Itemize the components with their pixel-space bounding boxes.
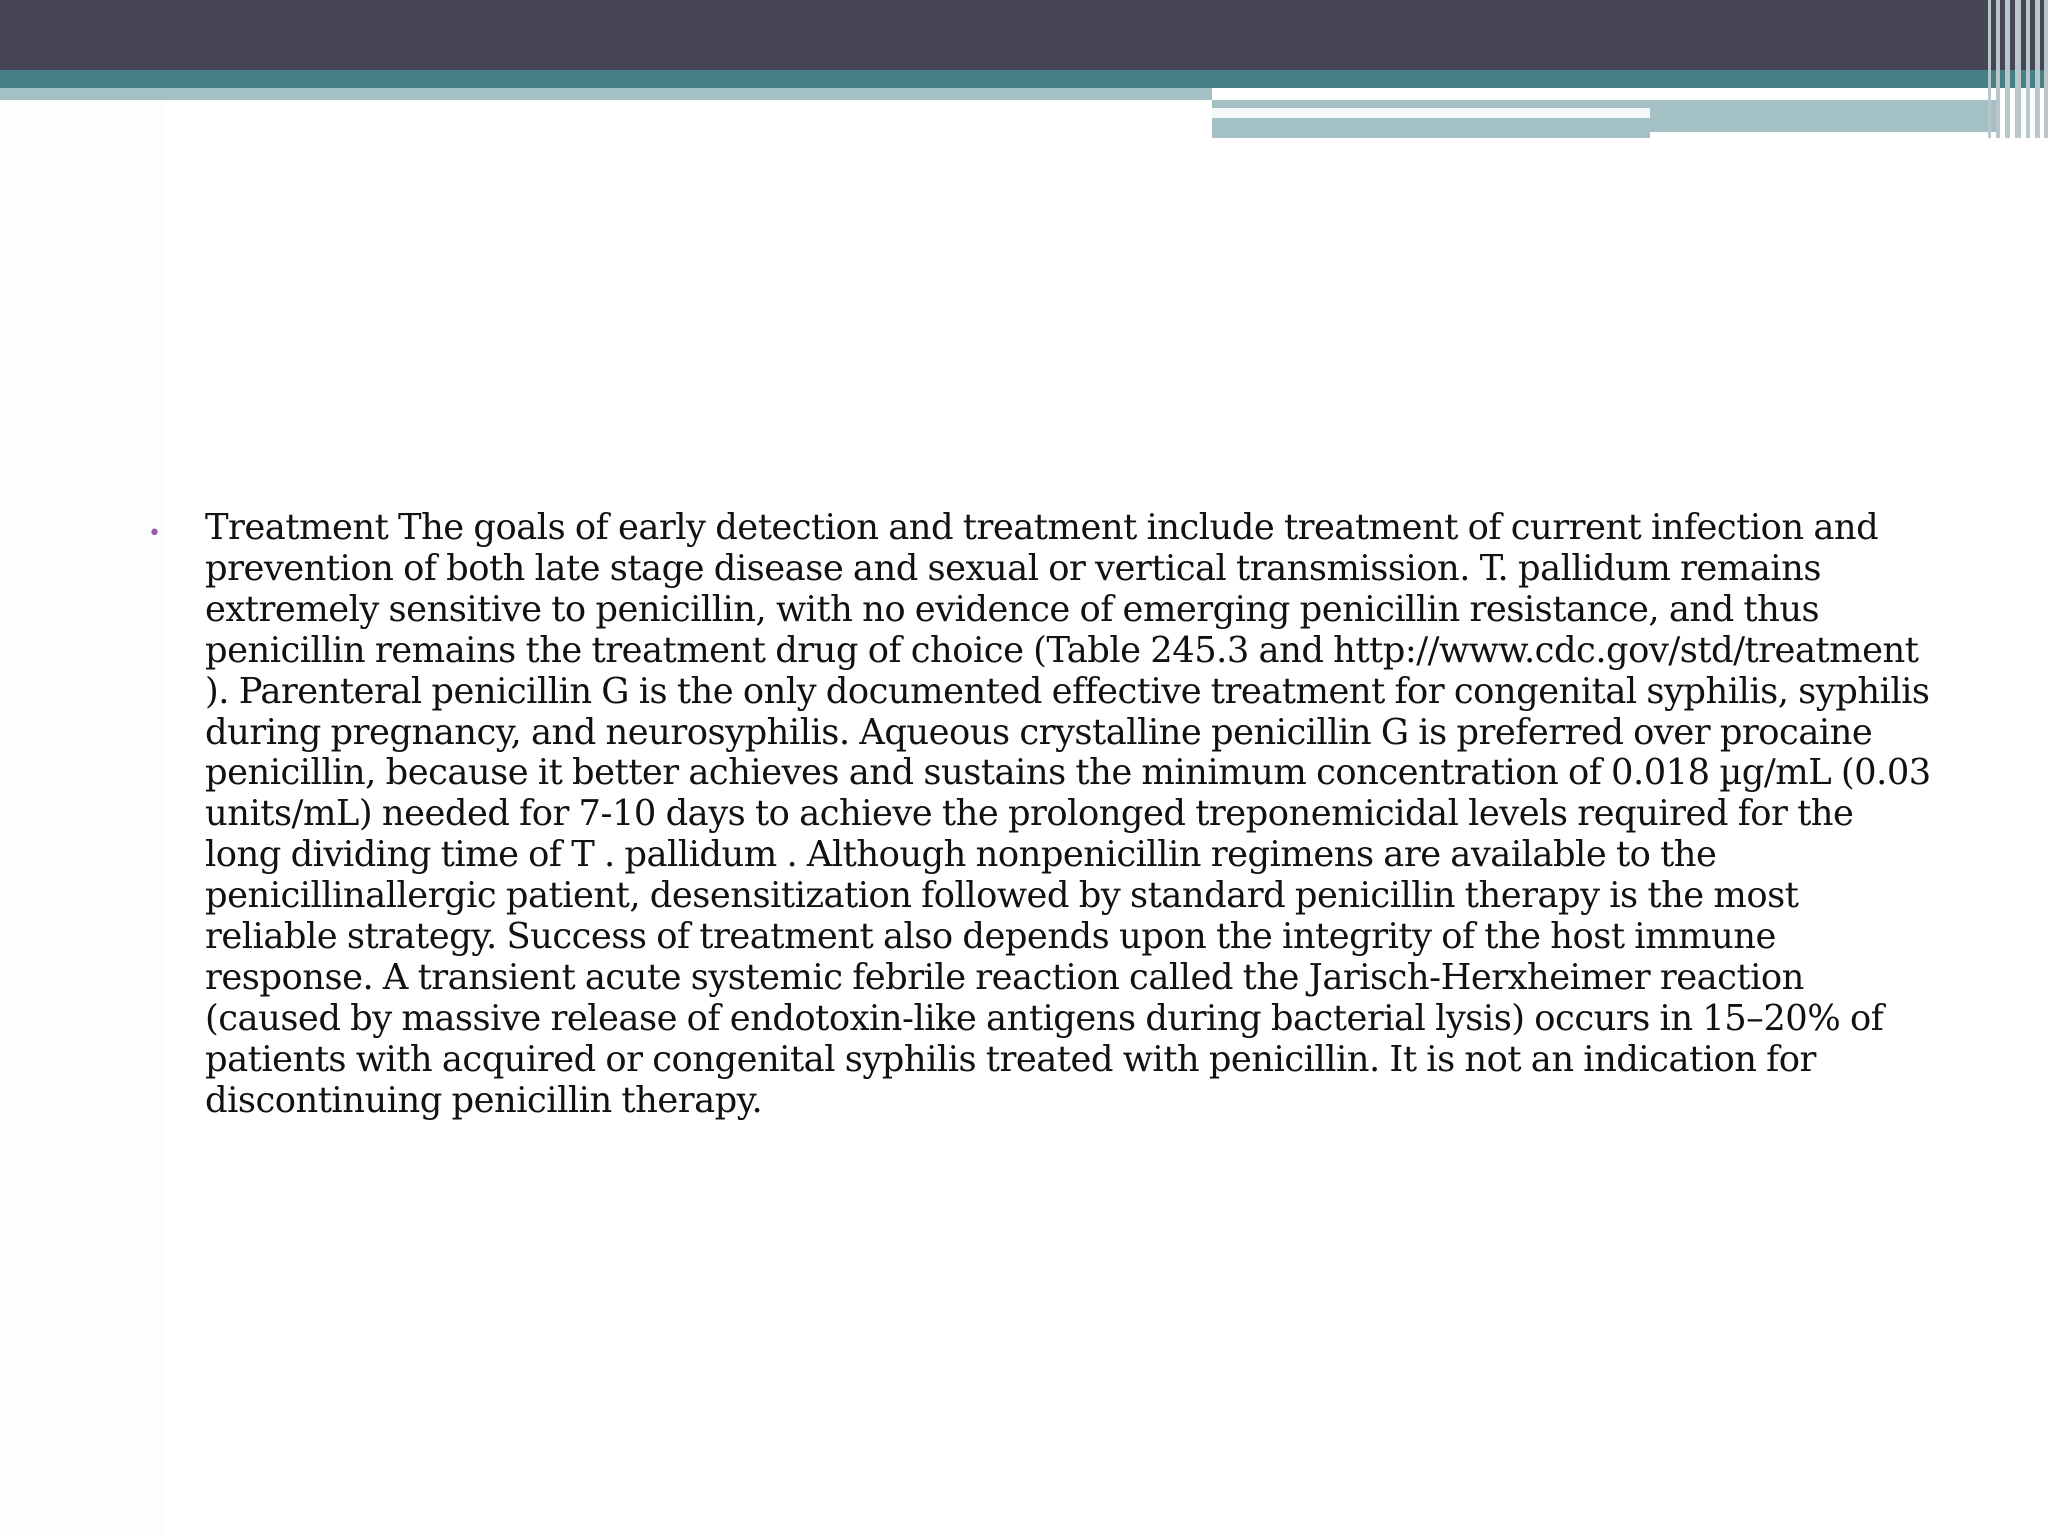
bullet-list [148, 508, 1938, 1122]
bullet-item [148, 508, 1938, 1122]
header-right-stripes [1988, 0, 2048, 138]
bullet-marker: • [148, 521, 161, 546]
header-white-bottom [1650, 132, 2000, 138]
bullet-text: Treatment The goals of early detection and treatment include treatment of current infection and prevention of both late stage disease and sexual or vertical transmission. T. pallidum remains extremely sensitive to penicillin, with no evidence of emerging penicillin resistance, and thus penicillin remains the treatment drug of choice (Table 245.3 and http://www.cdc.gov/std/treatment ). Parenteral penicillin G is the only documented effective treatment for congenital syphilis, syphilis during pregnancy, and neurosyphilis. Aqueous crystalline penicillin G is preferred over procaine penicillin, because it better achieves and sustains the minimum concentration of 0.018 µg/mL (0.03 units/mL) needed for 7-10 days to achieve the prolonged treponemicidal levels required for the long dividing time of T . pallidum . Although nonpenicillin regimens are available to the penicillinallergic patient, desensitization followed by standard penicillin therapy is the most reliable strategy. Success of treatment also depends upon the integrity of the host immune response. A transient acute systemic febrile reaction called the Jarisch-Herxheimer reaction (caused by massive release of endotoxin-like antigens during bacterial lysis) occurs in 15–20% of patients with acquired or congenital syphilis treated with penicillin. It is not an indication for discontinuing penicillin therapy. [205, 507, 1931, 1121]
header-light-band-far [1650, 100, 2000, 134]
header-light-band-right-lower [1212, 118, 1650, 138]
header-light-band-left [0, 88, 1212, 100]
header-teal-band [0, 70, 2048, 88]
header-dark-band [0, 0, 2048, 70]
header-light-band-right [1212, 100, 1650, 108]
left-margin-panel [0, 100, 165, 1536]
